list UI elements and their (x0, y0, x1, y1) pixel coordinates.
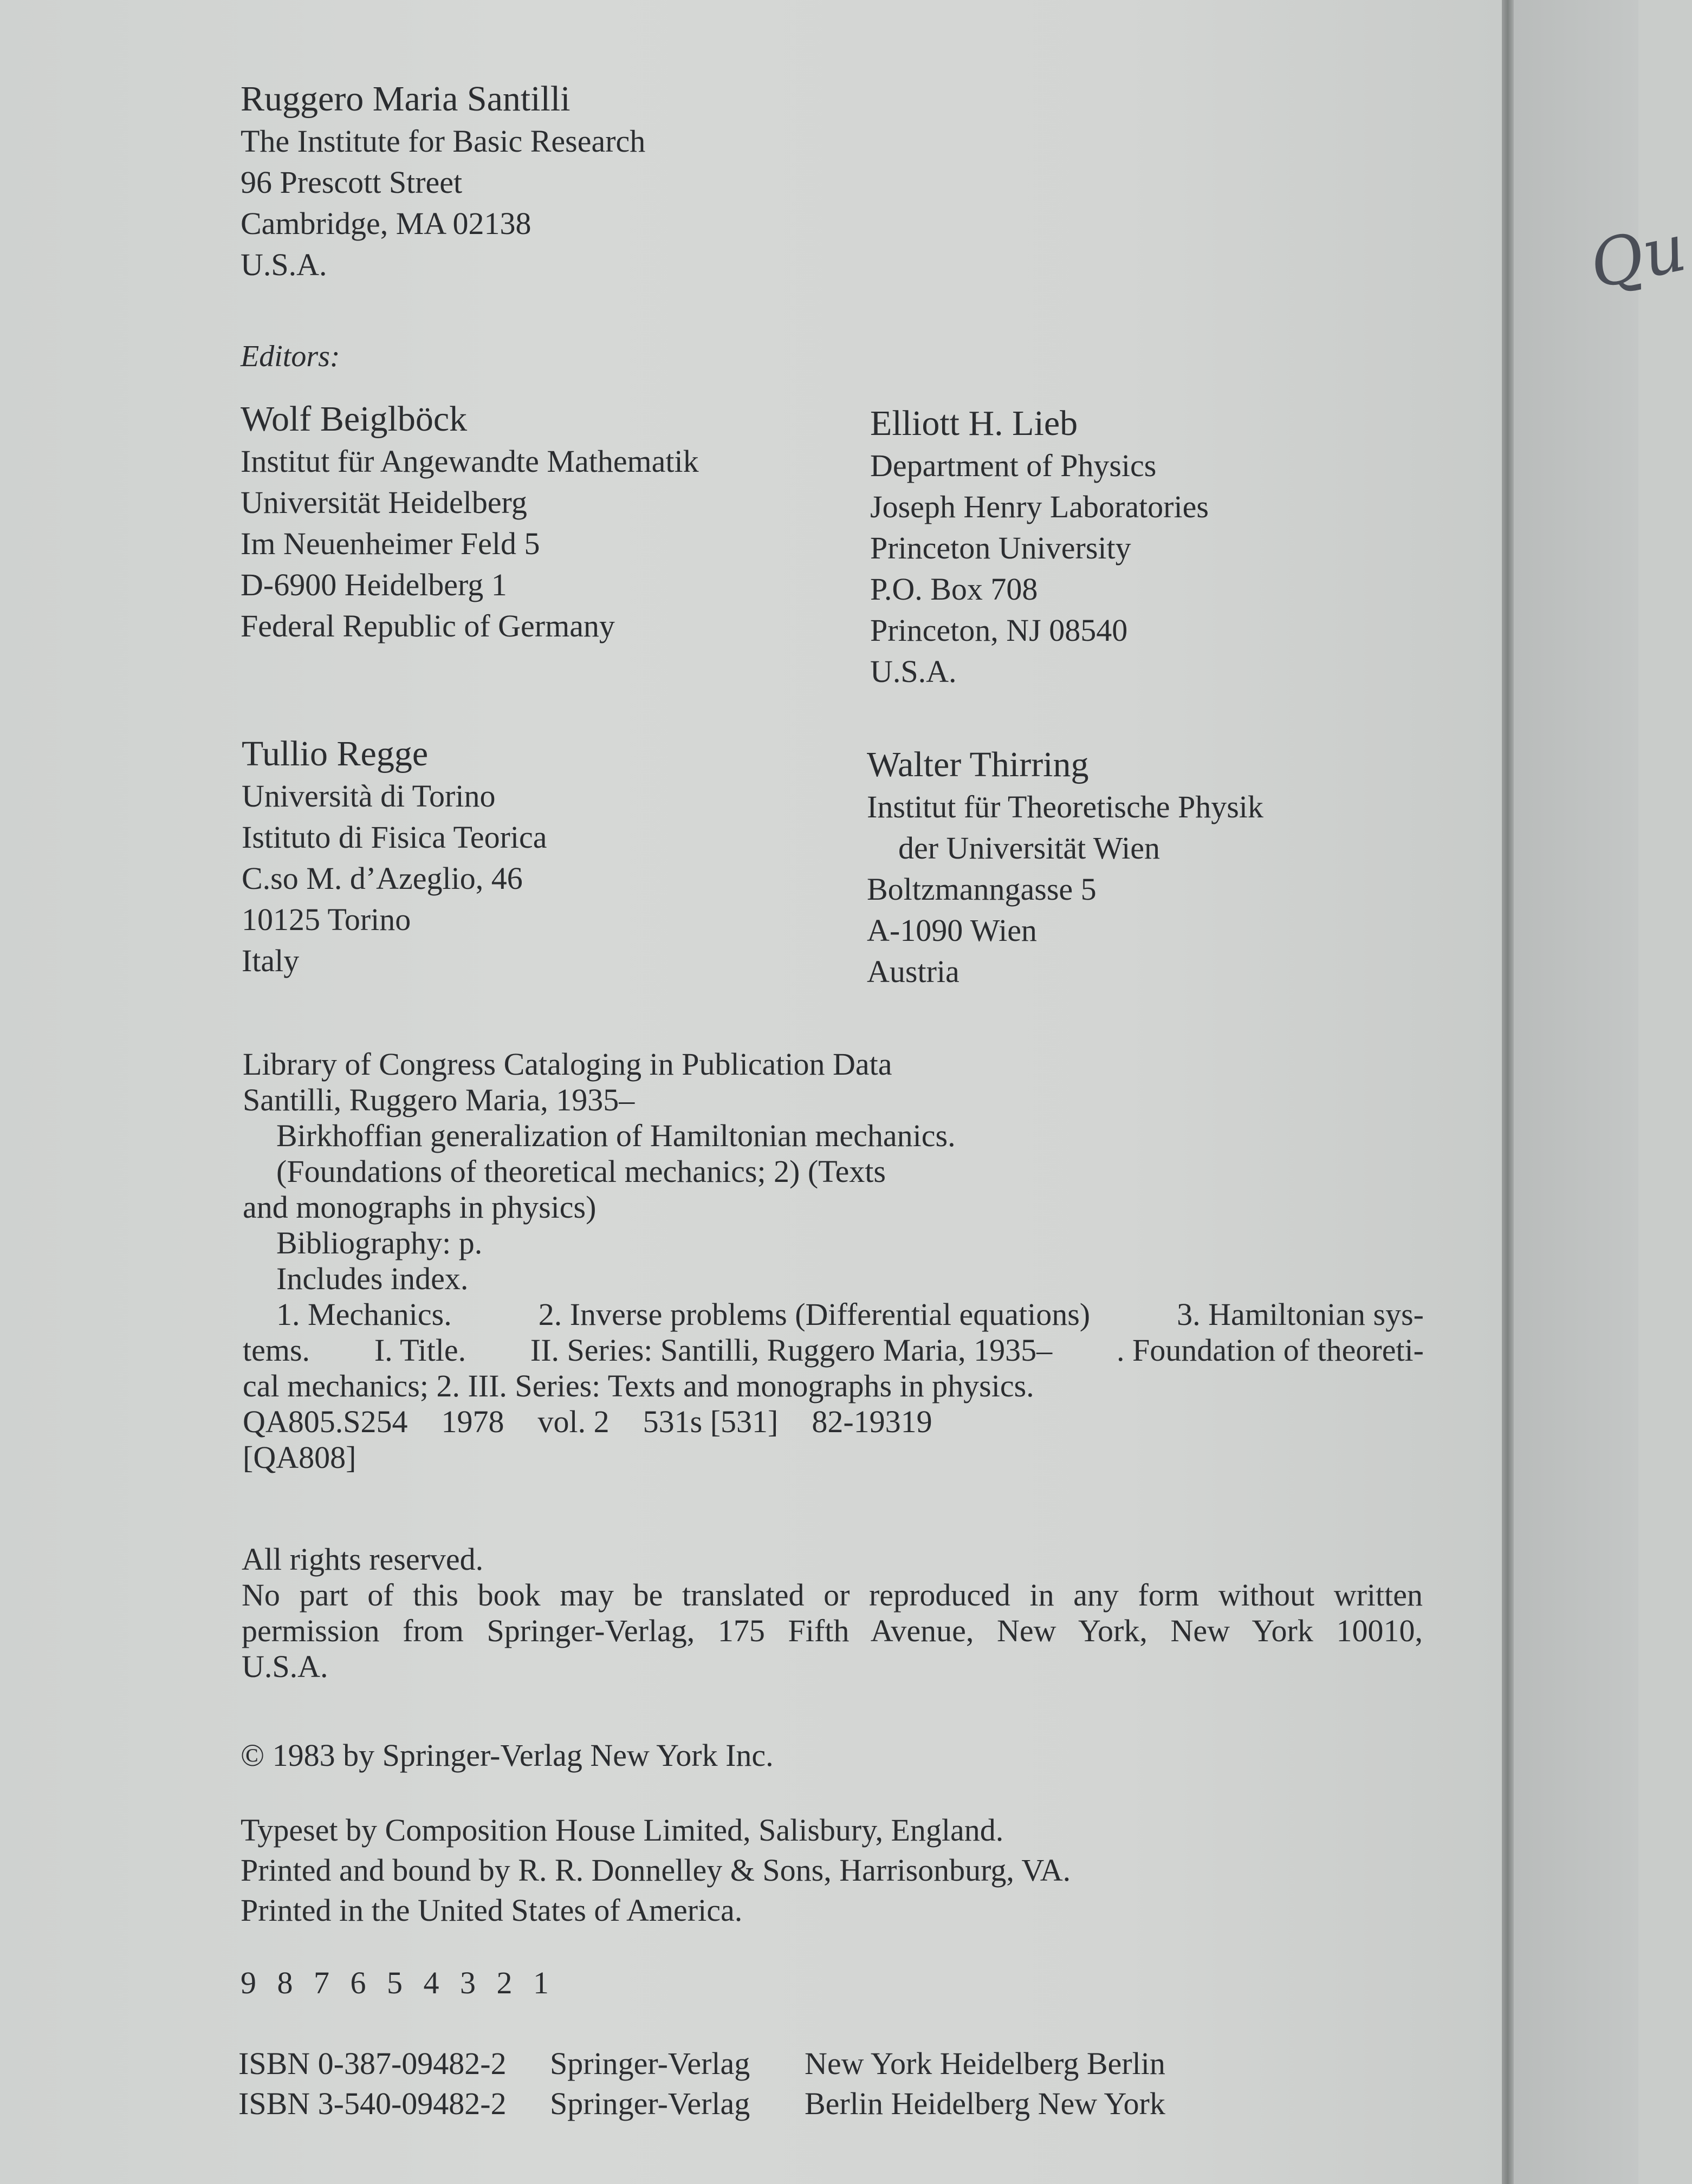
cip-subject: I. Title. (374, 1332, 466, 1368)
editor-address-line: Istituto di Fisica Teorica (242, 820, 547, 855)
cip-subject: tems. (243, 1332, 310, 1368)
handwritten-mark: Qu (1583, 210, 1692, 304)
call-number-part: 82-19319 (812, 1404, 932, 1439)
editor-name: Wolf Beiglböck (241, 399, 468, 439)
printing-line-block (241, 1965, 555, 2001)
editor-address-line: Federal Republic of Germany (241, 608, 615, 644)
copyright-block (241, 1738, 774, 1773)
facing-page-edge (1514, 0, 1638, 2184)
cip-subjects (243, 1297, 1424, 1332)
isbn-number: ISBN 0-387-09482-2 (238, 2046, 507, 2081)
copyright-line: © 1983 by Springer-Verlag New York Inc. (241, 1738, 774, 1773)
isbn-row (238, 2044, 1165, 2084)
cip-subject: 2. Inverse problems (Differential equations) (538, 1297, 1091, 1332)
rights-notice: No part of this book may be translated or reproduced in any form without written (242, 1577, 1423, 1613)
editor-address-line: Austria (867, 954, 960, 989)
editor-address-line: Italy (242, 943, 300, 978)
cip-index: Includes index. (276, 1261, 469, 1296)
isbn-cities: New York Heidelberg Berlin (805, 2046, 1165, 2081)
editor-address-line: D-6900 Heidelberg 1 (241, 567, 507, 602)
cip-series: (Foundations of theoretical mechanics; 2) (Texts (276, 1154, 886, 1189)
editor-block (870, 402, 1209, 692)
cip-subject: . Foundation of theoreti- (1116, 1332, 1424, 1368)
author-address-line: U.S.A. (241, 247, 327, 282)
call-number-part: 1978 (441, 1404, 504, 1439)
cip-subjects (243, 1332, 1424, 1368)
editor-address-line: A-1090 Wien (867, 913, 1037, 948)
editors-label: Editors: (241, 340, 340, 373)
rights-notice: U.S.A. (242, 1649, 328, 1684)
editor-name: Tullio Regge (242, 734, 429, 774)
production-line: Printed in the United States of America. (241, 1893, 743, 1928)
call-number-part: 531s [531] (643, 1404, 779, 1439)
editor-address-line: Joseph Henry Laboratories (870, 489, 1209, 524)
editor-name: Elliott H. Lieb (870, 404, 1078, 443)
isbn-publisher: Springer-Verlag (550, 2046, 750, 2081)
isbn-number: ISBN 3-540-09482-2 (238, 2086, 507, 2121)
cip-call-number (243, 1404, 1424, 1440)
editor-address-line: Università di Torino (242, 778, 496, 814)
author-address-line: Cambridge, MA 02138 (241, 206, 531, 241)
editor-address-line: Princeton University (870, 530, 1131, 566)
editor-address-line: Institut für Angewandte Mathematik (241, 444, 699, 479)
editor-address-line: der Universität Wien (898, 830, 1161, 866)
editor-address-line: C.so M. d’Azeglio, 46 (242, 861, 523, 896)
isbn-cities: Berlin Heidelberg New York (805, 2086, 1165, 2121)
editor-address-line: Boltzmanngasse 5 (867, 872, 1097, 907)
author-address-line: The Institute for Basic Research (241, 123, 646, 159)
cip-call-number-alt: [QA808] (243, 1440, 356, 1475)
editor-address-line: Department of Physics (870, 448, 1157, 483)
editor-address-line: U.S.A. (870, 654, 957, 689)
cip-author: Santilli, Ruggero Maria, 1935– (243, 1082, 635, 1117)
production-line: Printed and bound by R. R. Donnelley & Sons, Harrisonburg, VA. (241, 1852, 1071, 1888)
cip-bibliography: Bibliography: p. (276, 1225, 483, 1260)
author-address-line: 96 Prescott Street (241, 165, 463, 200)
editors-heading (241, 337, 340, 375)
editor-address-line: Im Neuenheimer Feld 5 (241, 526, 540, 561)
isbn-block (238, 2044, 1165, 2124)
editor-name: Walter Thirring (867, 745, 1089, 784)
editor-address-line: Universität Heidelberg (241, 485, 527, 520)
cip-heading: Library of Congress Cataloging in Publication Data (243, 1046, 892, 1082)
editor-address-line: 10125 Torino (242, 902, 411, 937)
cip-subjects: cal mechanics; 2. III. Series: Texts and monographs in physics. (243, 1368, 1034, 1403)
editor-address-line: Institut für Theoretische Physik (867, 789, 1263, 824)
isbn-publisher: Springer-Verlag (550, 2086, 750, 2121)
production-block (241, 1810, 1071, 1930)
editor-block (867, 743, 1263, 992)
call-number-part: QA805.S254 (243, 1404, 408, 1439)
cip-subject: II. Series: Santilli, Ruggero Maria, 1935– (530, 1332, 1053, 1368)
book-gutter (1502, 0, 1514, 2184)
rights-reserved: All rights reserved. (242, 1542, 484, 1577)
cip-subject: 1. Mechanics. (276, 1297, 452, 1332)
call-number-part: vol. 2 (537, 1404, 610, 1439)
editor-address-line: Princeton, NJ 08540 (870, 613, 1128, 648)
cip-subject: 3. Hamiltonian sys- (1177, 1297, 1424, 1332)
production-line: Typeset by Composition House Limited, Salisbury, England. (241, 1812, 1004, 1848)
editor-block (242, 732, 547, 981)
editor-address-line: P.O. Box 708 (870, 571, 1038, 607)
printing-line: 9 8 7 6 5 4 3 2 1 (241, 1965, 555, 2000)
author-name: Ruggero Maria Santilli (241, 79, 571, 119)
cip-series: and monographs in physics) (243, 1190, 597, 1225)
isbn-row (238, 2084, 1165, 2124)
editor-block (241, 398, 699, 647)
cip-title: Birkhoffian generalization of Hamiltonian mechanics. (276, 1118, 956, 1153)
author-block (241, 77, 645, 285)
rights-block (242, 1542, 1423, 1685)
rights-notice: permission from Springer-Verlag, 175 Fifth Avenue, New York, New York 10010, (242, 1613, 1423, 1648)
cip-data (243, 1046, 1424, 1476)
